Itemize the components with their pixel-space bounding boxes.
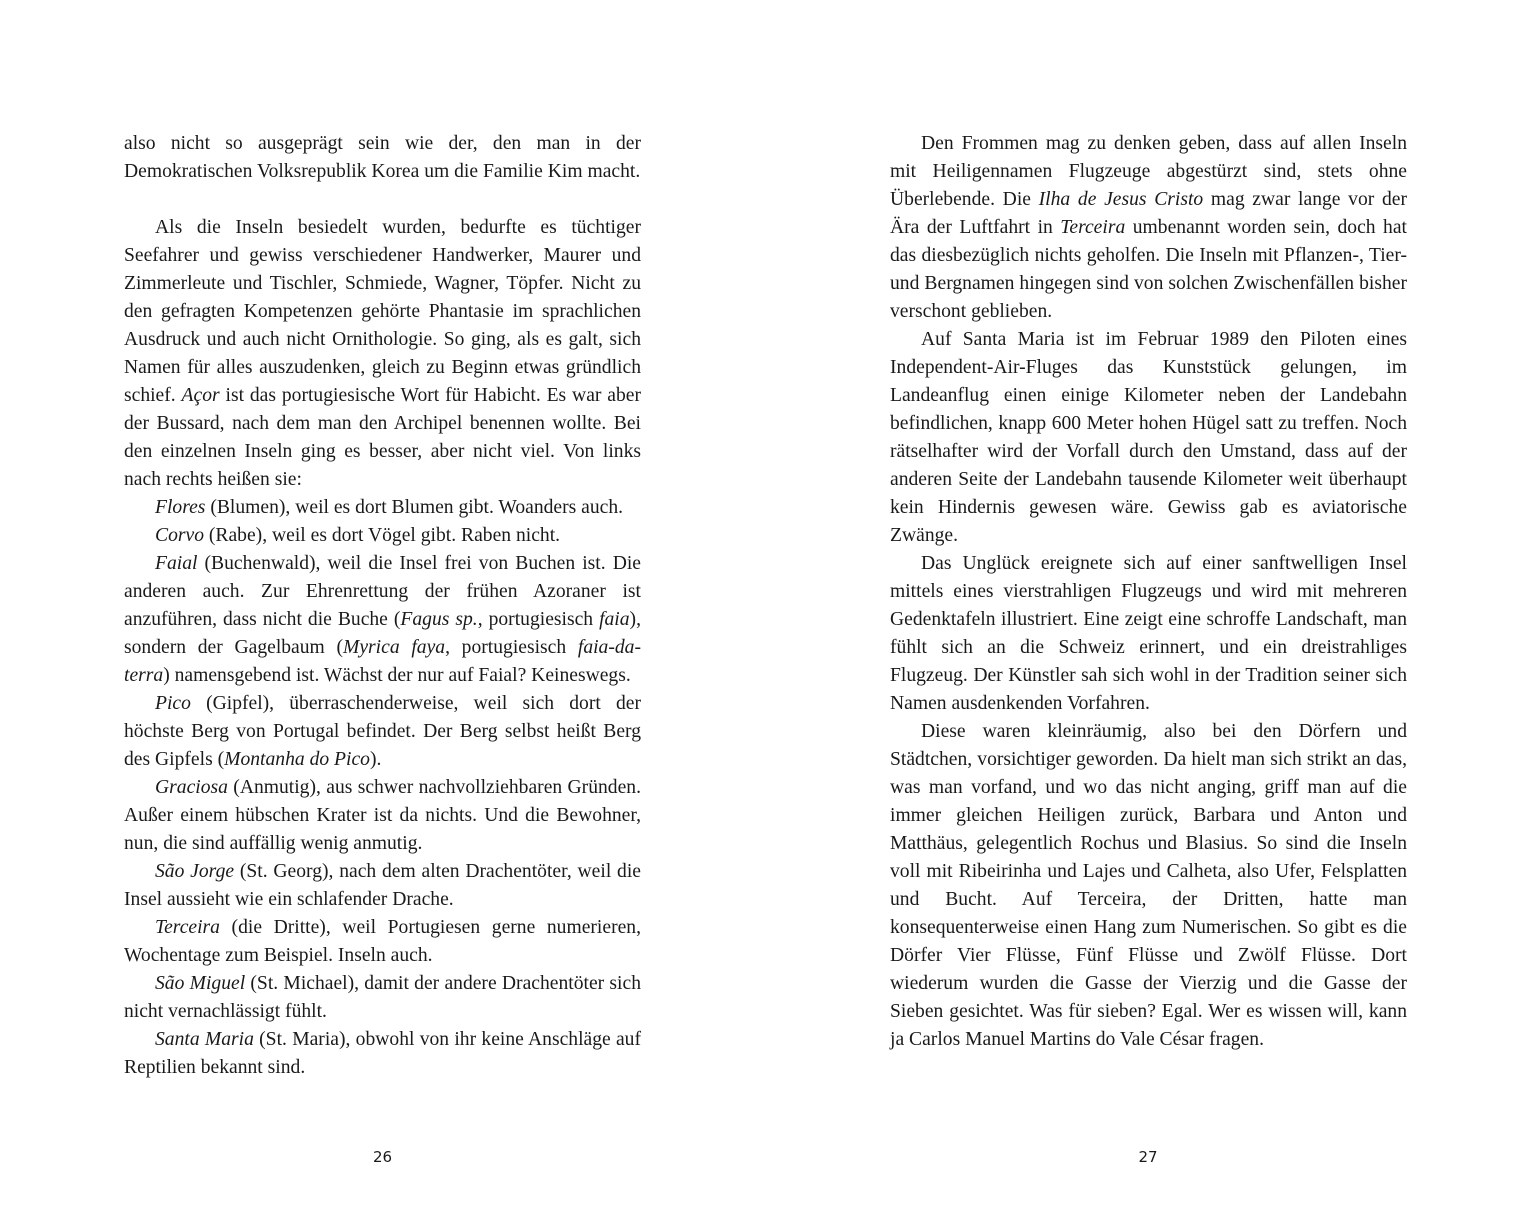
island-entry-graciosa: Graciosa (Anmutig), aus schwer nachvollziehbaren Gründen. Außer einem hübschen Krater ist da nichts. Und die Bewohner, nun, die sind auffällig wenig anmutig.	[124, 777, 641, 854]
island-entry-sao-miguel: São Miguel (St. Michael), damit der andere Drachentöter sich nicht vernachlässigt fühlt.	[124, 973, 641, 1022]
island-entry-pico: Pico (Gipfel), überraschenderweise, weil sich dort der höchste Berg von Portugal befindet. Der Berg selbst heißt Berg des Gipfels (Montanha do Pico).	[124, 693, 641, 770]
paragraph: Diese waren kleinräumig, also bei den Dörfern und Städtchen, vorsichtiger geworden. Da hielt man sich strikt an das, was man vorfand, und wo das nicht anging, griff man auf die immer gleichen Heiligen zurück, Barbara und Anton und Matthäus, gelegentlich Rochus und Blasius. So sind die Inseln voll mit Ribeirinha und Lajes und Calheta, also Ufer, Felsplatten und Bucht. Auf Terceira, der Dritten, hatte man konsequenterweise einen Hang zum Numerischen. So gibt es die Dörfer Vier Flüsse, Fünf Flüsse und Zwölf Flüsse. Dort wiederum wurden die Gasse der Vierzig und die Gasse der Sieben gesichtet. Was für sieben? Egal. Wer es wissen will, kann ja Carlos Manuel Martins do Vale César fragen.	[890, 721, 1407, 1050]
page-number-left: 26	[372, 1148, 393, 1166]
island-entry-terceira: Terceira (die Dritte), weil Portugiesen gerne numerieren, Wochentage zum Beispiel. Inseln auch.	[124, 917, 641, 966]
island-entry-faial: Faial (Buchenwald), weil die Insel frei von Buchen ist. Die anderen auch. Zur Ehrenrettung der frühen Azoraner ist anzuführen, dass nicht die Buche (Fagus sp., portugiesisch faia), sondern der Gagelbaum (Myrica faya, portugiesisch faia-da-terra) namensgebend ist. Wächst der nur auf Faial? Keineswegs.	[124, 553, 641, 686]
paragraph: also nicht so ausgeprägt sein wie der, den man in der Demokratischen Volksrepublik Korea um die Familie Kim macht.	[124, 133, 641, 182]
page-left	[0, 0, 765, 1219]
island-entry-flores: Flores (Blumen), weil es dort Blumen gibt. Woanders auch.	[155, 497, 624, 518]
text-column-left	[124, 130, 641, 1082]
paragraph: Den Frommen mag zu denken geben, dass auf allen Inseln mit Heiligennamen Flugzeuge abgestürzt sind, stets ohne Überlebende. Die Ilha de Jesus Cristo mag zwar lange vor der Ära der Luftfahrt in Terceira umbenannt worden sein, doch hat das diesbezüglich nichts geholfen. Die Inseln mit Pflanzen-, Tier- und Bergnamen hingegen sind von solchen Zwischenfällen bisher verschont geblieben.	[890, 133, 1407, 322]
island-entry-corvo: Corvo (Rabe), weil es dort Vögel gibt. Raben nicht.	[155, 525, 561, 546]
paragraph: Als die Inseln besiedelt wurden, bedurfte es tüchtiger Seefahrer und gewiss verschiedener Handwerker, Maurer und Zimmerleute und Tischler, Schmiede, Wagner, Töpfer. Nicht zu den gefragten Kompetenzen gehörte Phantasie im sprachlichen Ausdruck und auch nicht Ornithologie. So ging, als es galt, sich Namen für alles auszudenken, gleich zu Beginn etwas gründlich schief. Açor ist das portugiesische Wort für Habicht. Es war aber der Bussard, nach dem man den Archipel benennen wollte. Bei den einzelnen Inseln ging es besser, aber nicht viel. Von links nach rechts heißen sie:	[124, 217, 641, 490]
island-entry-sao-jorge: São Jorge (St. Georg), nach dem alten Drachentöter, weil die Insel aussieht wie ein schlafender Drache.	[124, 861, 641, 910]
island-entry-santa-maria: Santa Maria (St. Maria), obwohl von ihr keine Anschläge auf Reptilien bekannt sind.	[124, 1029, 641, 1078]
paragraph: Auf Santa Maria ist im Februar 1989 den Piloten eines Independent-Air-Fluges das Kunststück gelungen, im Landeanflug einen einige Kilometer neben der Landebahn befindlichen, knapp 600 Meter hohen Hügel satt zu treffen. Noch rätselhafter wird der Vorfall durch den Umstand, dass auf der anderen Seite der Landebahn tausende Kilometer weit überhaupt kein Hindernis gewesen wäre. Gewiss gab es aviatorische Zwänge.	[890, 329, 1407, 546]
page-number-right: 27	[1138, 1148, 1158, 1166]
paragraph: Das Unglück ereignete sich auf einer sanftwelligen Insel mittels eines vierstrahligen Flugzeugs und wird mit mehreren Gedenktafeln illustriert. Eine zeigt eine schroffe Landschaft, man fühlt sich an die Schweiz erinnert, und ein dreistrahliges Flugzeug. Der Künstler sah sich wohl in der Tradition seiner sich Namen ausdenkenden Vorfahren.	[890, 553, 1407, 714]
page-right	[765, 0, 1531, 1219]
text-column-right	[890, 130, 1407, 1054]
